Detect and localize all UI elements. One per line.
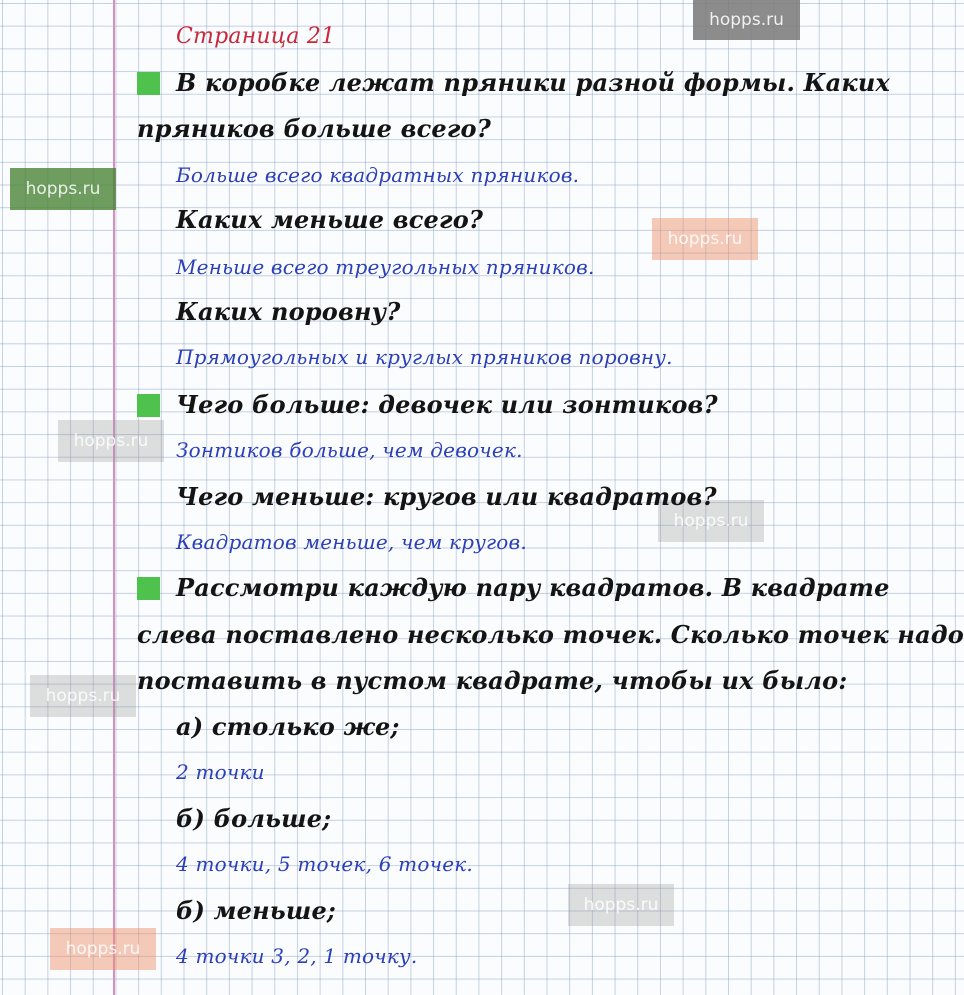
task3-item-c: б) меньше; (176, 896, 336, 925)
notebook-margin-line (113, 0, 115, 995)
task-marker-3 (137, 577, 160, 600)
task2-question1: Чего больше: девочек или зонтиков? (176, 390, 718, 419)
task3-question-line1: Рассмотри каждую пару квадратов. В квадрате (176, 573, 890, 602)
task1-question-line2: пряников больше всего? (137, 114, 492, 143)
task1-answer3: Прямоугольных и круглых пряников поровну. (176, 345, 673, 369)
task3-answer-b: 4 точки, 5 точек, 6 точек. (176, 852, 473, 876)
task3-item-a: а) столько же; (176, 712, 400, 741)
task3-answer-a: 2 точки (176, 760, 265, 784)
watermark-left-1: hopps.ru (10, 168, 116, 210)
task1-question-line1: В коробке лежат пряники разной формы. Каких (176, 68, 890, 97)
task1-answer1: Больше всего квадратных пряников. (176, 163, 580, 187)
task2-answer1: Зонтиков больше, чем девочек. (176, 438, 523, 462)
watermark-left-3: hopps.ru (30, 675, 136, 717)
page-title: Страница 21 (176, 24, 336, 49)
watermark-right-3: hopps.ru (568, 884, 674, 926)
task1-question3: Каких поровну? (176, 297, 401, 326)
watermark-right-2: hopps.ru (658, 500, 764, 542)
task3-answer-c: 4 точки 3, 2, 1 точку. (176, 944, 418, 968)
task2-question2: Чего меньше: кругов или квадратов? (176, 482, 717, 511)
watermark-left-4: hopps.ru (50, 928, 156, 970)
task-marker-1 (137, 72, 160, 95)
watermark-left-2: hopps.ru (58, 420, 164, 462)
task-marker-2 (137, 394, 160, 417)
task1-question2: Каких меньше всего? (176, 205, 484, 234)
task2-answer2: Квадратов меньше, чем кругов. (176, 530, 527, 554)
task3-question-line3: поставить в пустом квадрате, чтобы их было: (137, 666, 848, 695)
task1-answer2: Меньше всего треугольных пряников. (176, 255, 595, 279)
watermark-right-1: hopps.ru (652, 218, 758, 260)
task3-item-b: б) больше; (176, 804, 332, 833)
watermark-top-right: hopps.ru (693, 0, 800, 40)
task3-question-line2: слева поставлено несколько точек. Сколько точек надо (137, 620, 964, 649)
